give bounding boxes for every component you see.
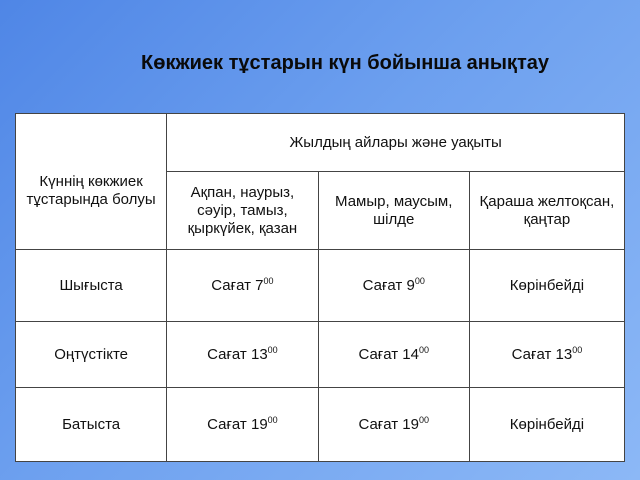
sun-directions-table	[15, 113, 625, 462]
table-row	[16, 250, 625, 322]
row-label: Шығыста	[16, 250, 167, 322]
column-header-2: Мамыр, маусым, шілде	[318, 172, 469, 250]
table-cell: Сағат $9^{00}$	[318, 250, 469, 322]
corner-header: Күннің көкжиек тұстарында болуы	[16, 114, 167, 250]
table-cell: Сағат $14^{00}$	[318, 322, 469, 388]
group-header: Жылдың айлары және уақыты	[167, 114, 625, 172]
table-row	[16, 388, 625, 462]
column-header-1: Ақпан, наурыз, сәуір, тамыз, қыркүйек, қазан	[167, 172, 318, 250]
page-title: Көкжиек тұстарын күн бойынша анықтау	[141, 52, 549, 74]
row-label: Батыста	[16, 388, 167, 462]
table-cell: Сағат $7^{00}$	[167, 250, 318, 322]
table-cell: Сағат $13^{00}$	[469, 322, 624, 388]
table-header-row	[16, 114, 625, 172]
table-cell: Сағат $19^{00}$	[167, 388, 318, 462]
table-row	[16, 322, 625, 388]
table-cell: Сағат $13^{00}$	[167, 322, 318, 388]
column-header-3: Қараша желтоқсан, қаңтар	[469, 172, 624, 250]
table-cell: Көрінбейді	[469, 250, 624, 322]
row-label: Оңтүстікте	[16, 322, 167, 388]
table-cell: Сағат $19^{00}$	[318, 388, 469, 462]
table-cell: Көрінбейді	[469, 388, 624, 462]
